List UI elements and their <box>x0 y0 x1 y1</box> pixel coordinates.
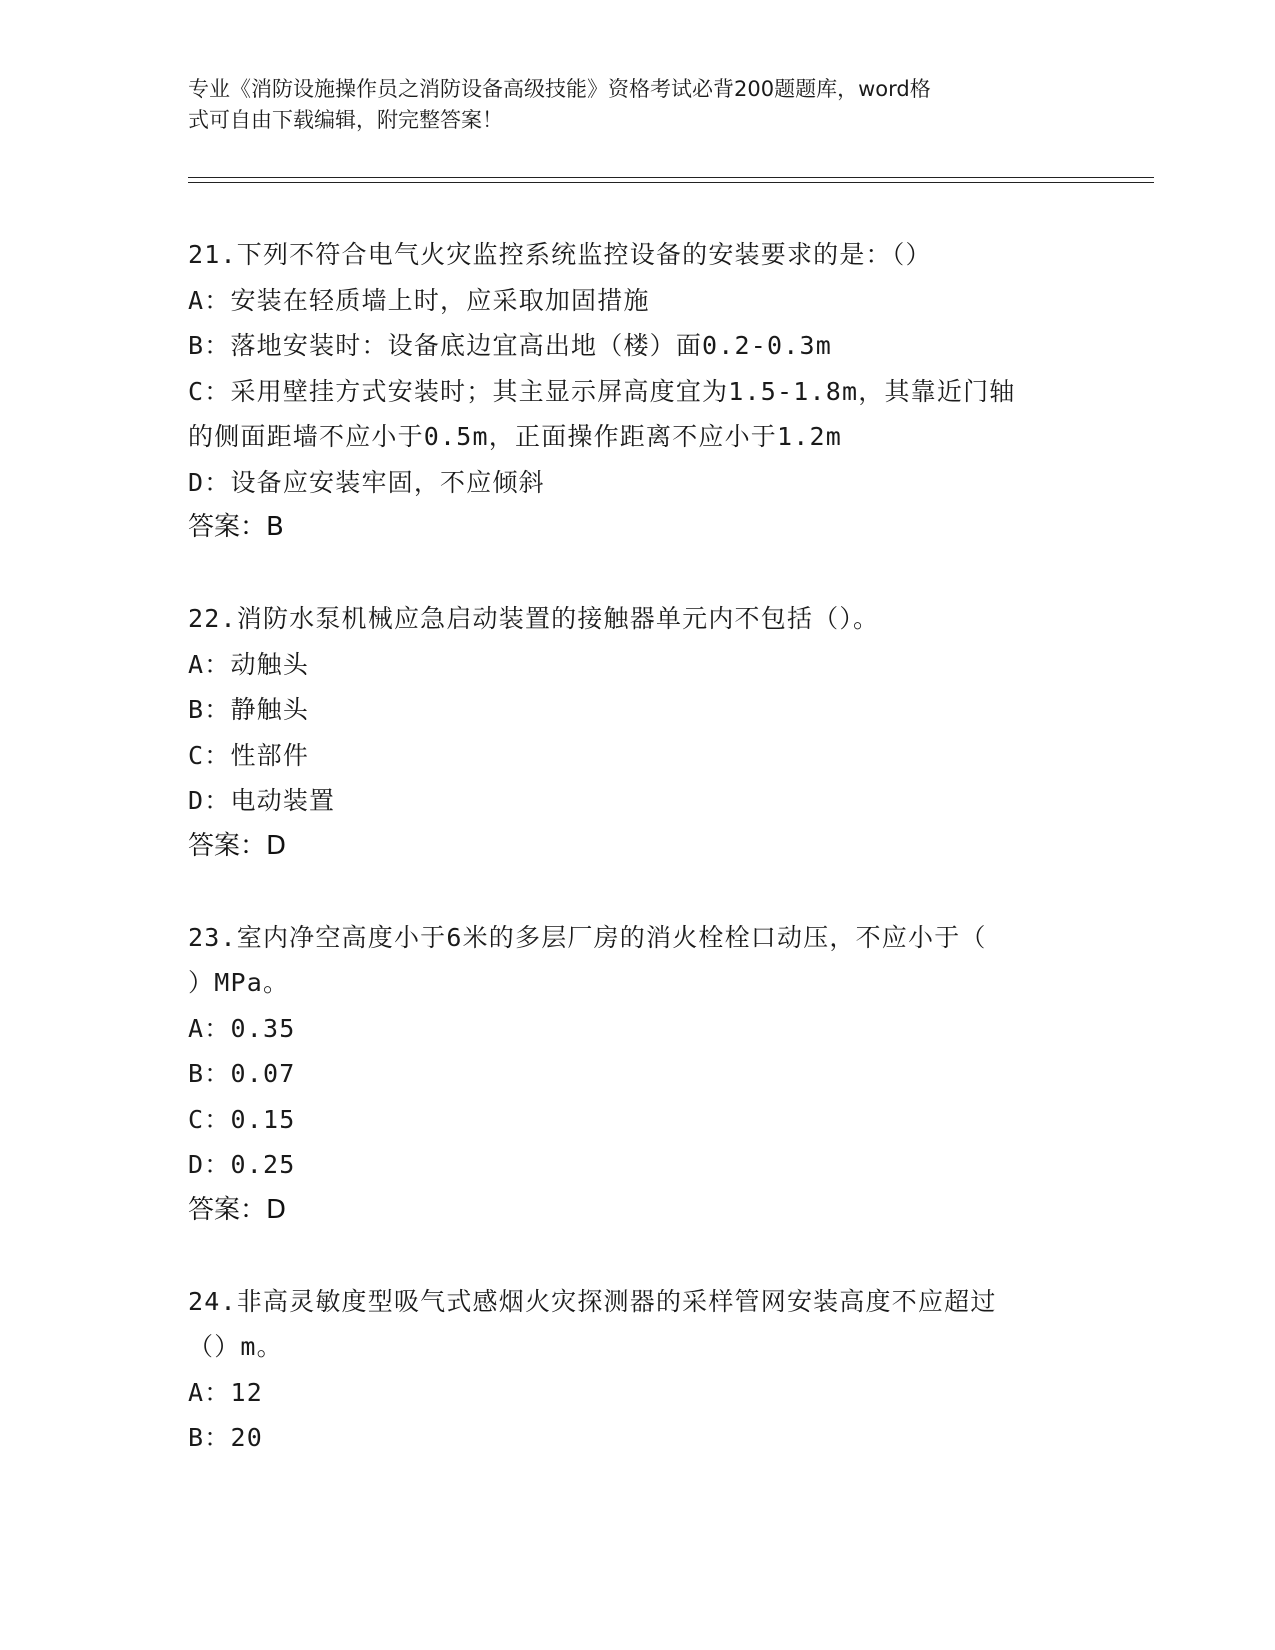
question-24-option-a: A：12 <box>188 1377 263 1407</box>
header-divider-bottom <box>188 182 1154 183</box>
question-22-answer: 答案：D <box>188 830 287 861</box>
spacer <box>188 869 1088 915</box>
question-23-option-a: A：0.35 <box>188 1013 296 1043</box>
question-21-option-d: D：设备应安装牢固，不应倾斜 <box>188 467 545 497</box>
question-21-answer: 答案：B <box>188 512 284 542</box>
question-21-option-b: B：落地安装时：设备底边宜高出地（楼）面0.2-0.3m <box>188 331 833 360</box>
question-21-option-a: A：安装在轻质墙上时，应采取加固措施 <box>188 285 650 315</box>
question-24 <box>188 1279 1088 1461</box>
question-24-stem-cont: （）m。 <box>188 1332 283 1361</box>
question-23-option-b: B：0.07 <box>188 1059 296 1088</box>
document-header <box>188 74 1068 136</box>
question-23-stem: 23.室内净空高度小于6米的多层厂房的消火栓栓口动压，不应小于（ <box>188 922 987 952</box>
spacer <box>188 551 1088 597</box>
question-24-stem: 24.非高灵敏度型吸气式感烟火灾探测器的采样管网安装高度不应超过 <box>188 1286 997 1316</box>
question-22-option-c: C：性部件 <box>188 740 310 770</box>
question-23-option-c: C：0.15 <box>188 1104 296 1134</box>
header-divider-top <box>188 177 1154 178</box>
header-line-1: 专业《消防设施操作员之消防设备高级技能》资格考试必背200题题库，word格 <box>188 77 931 101</box>
question-24-option-b: B：20 <box>188 1423 263 1452</box>
question-list <box>188 232 1088 1461</box>
question-23-stem-cont: ）MPa。 <box>188 968 290 997</box>
question-23-answer: 答案：D <box>188 1194 287 1225</box>
question-22-option-a: A：动触头 <box>188 649 310 679</box>
spacer <box>188 1233 1088 1279</box>
question-21-option-c: C：采用壁挂方式安装时；其主显示屏高度宜为1.5-1.8m，其靠近门轴 <box>188 376 1016 406</box>
question-23 <box>188 915 1088 1234</box>
question-22 <box>188 596 1088 869</box>
question-22-stem: 22.消防水泵机械应急启动装置的接触器单元内不包括（）。 <box>188 604 880 633</box>
question-21-stem: 21.下列不符合电气火灾监控系统监控设备的安装要求的是：（） <box>188 240 932 269</box>
header-line-2: 式可自由下载编辑，附完整答案！ <box>188 108 503 132</box>
question-22-option-b: B：静触头 <box>188 695 310 724</box>
question-23-option-d: D：0.25 <box>188 1150 296 1179</box>
question-21-option-c-cont: 的侧面距墙不应小于0.5m，正面操作距离不应小于1.2m <box>188 422 843 451</box>
question-22-option-d: D：电动装置 <box>188 786 336 815</box>
question-21 <box>188 232 1088 551</box>
